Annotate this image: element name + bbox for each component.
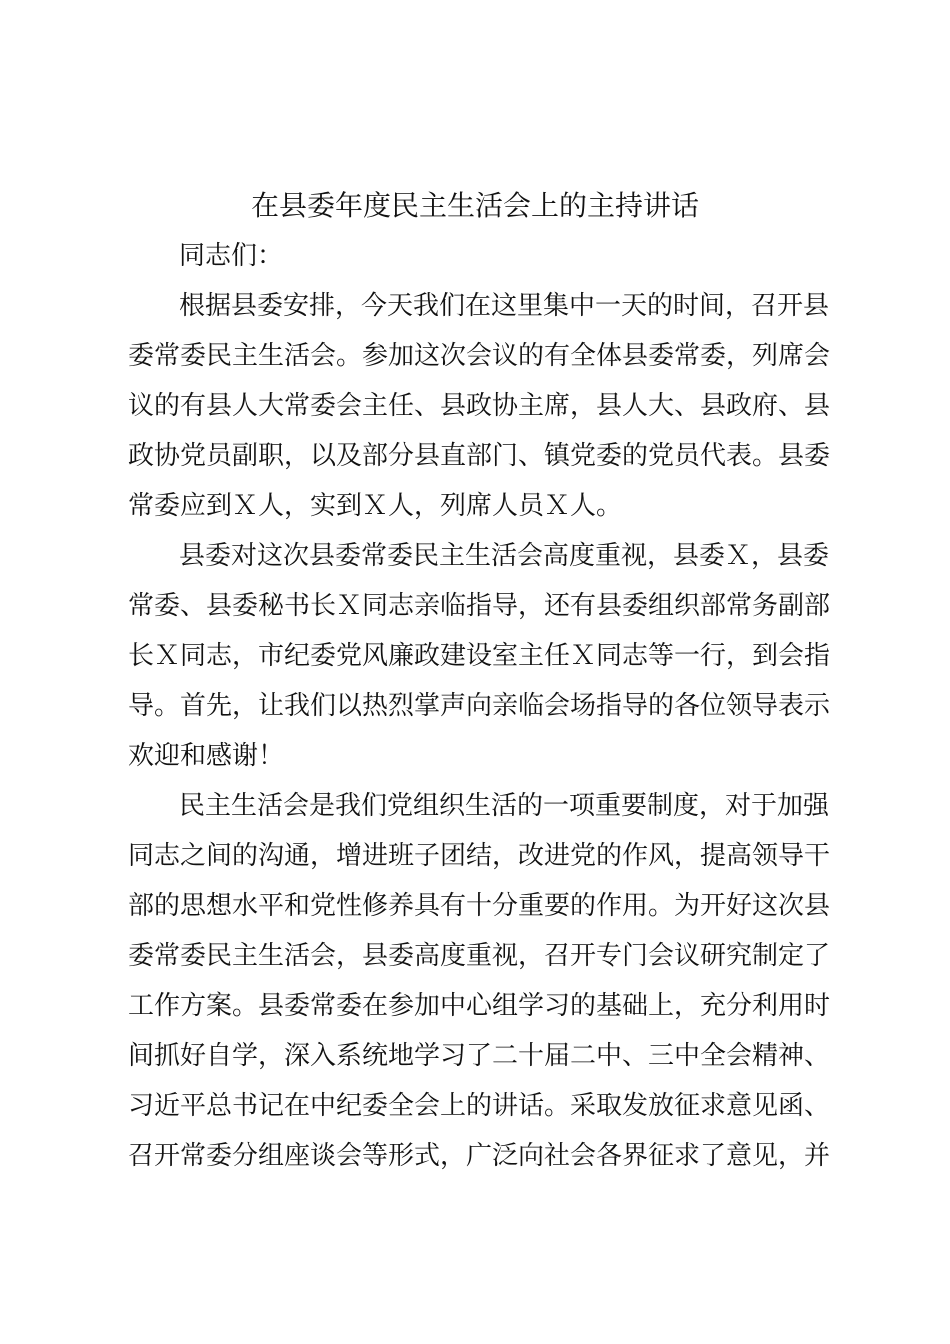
paragraph-line: 县委对这次县委常委民主生活会高度重视，县委Ｘ，县委 [179, 541, 830, 571]
paragraph-line: 委常委民主生活会。参加这次会议的有全体县委常委，列席会 [128, 341, 831, 371]
paragraph-line: 议的有县人大常委会主任、县政协主席，县人大、县政府、县 [128, 391, 831, 421]
paragraph-line: 常委、县委秘书长Ｘ同志亲临指导，还有县委组织部常务副部 [128, 591, 831, 621]
paragraph-line: 习近平总书记在中纪委全会上的讲话。采取发放征求意见函、 [128, 1091, 831, 1121]
paragraph-line: 根据县委安排，今天我们在这里集中一天的时间，召开县 [179, 291, 830, 321]
paragraph-line: 委常委民主生活会，县委高度重视，召开专门会议研究制定了 [128, 941, 831, 971]
salutation: 同志们： [179, 241, 284, 271]
paragraph-line: 政协党员副职，以及部分县直部门、镇党委的党员代表。县委 [128, 441, 831, 471]
paragraph-line: 长Ｘ同志，市纪委党风廉政建设室主任Ｘ同志等一行，到会指 [128, 641, 831, 671]
paragraph-line: 部的思想水平和党性修养具有十分重要的作用。为开好这次县 [128, 891, 831, 921]
paragraph-line: 民主生活会是我们党组织生活的一项重要制度，对于加强 [179, 791, 830, 821]
document-title: 在县委年度民主生活会上的主持讲话 [250, 189, 699, 222]
paragraph-line: 间抓好自学，深入系统地学习了二十届二中、三中全会精神、 [128, 1041, 831, 1071]
paragraph-line: 欢迎和感谢！ [128, 741, 285, 771]
paragraph-line: 工作方案。县委常委在参加中心组学习的基础上，充分利用时 [128, 991, 831, 1021]
paragraph-line: 召开常委分组座谈会等形式，广泛向社会各界征求了意见，并 [128, 1141, 831, 1171]
paragraph-line: 导。首先，让我们以热烈掌声向亲临会场指导的各位领导表示 [128, 691, 831, 721]
paragraph-line: 常委应到Ｘ人，实到Ｘ人，列席人员Ｘ人。 [128, 491, 623, 521]
paragraph-line: 同志之间的沟通，增进班子团结，改进党的作风，提高领导干 [128, 841, 831, 871]
